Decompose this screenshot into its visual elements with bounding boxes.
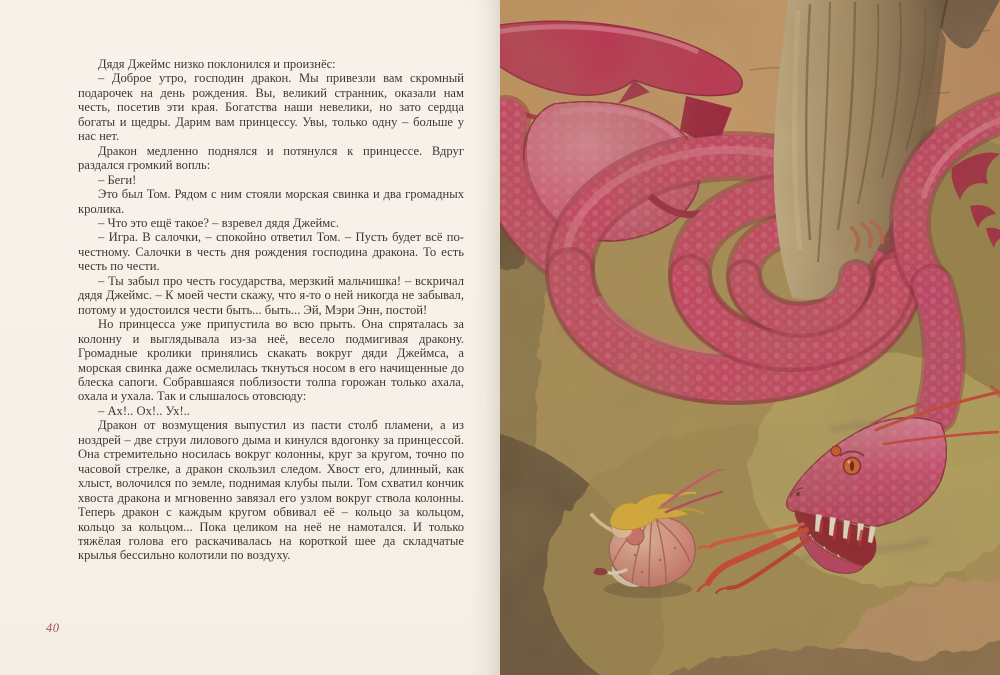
paragraph: – Игра. В салочки, – спокойно ответил Том. – Пусть будет всё по-честному. Салочки в честь дня рождения господина дракона. То есть честь по чести. bbox=[78, 230, 464, 274]
paragraph: – Что это ещё такое? – взревел дядя Джеймс. bbox=[98, 215, 339, 230]
story-text bbox=[78, 57, 464, 563]
dragon-illustration bbox=[500, 0, 1000, 675]
paragraph: – Доброе утро, господин дракон. Мы привезли вам скромный подарочек на день рождения. Вы, великий странник, оказали нам честь, посетив эти края. Богатства наши невелики, но зато сердца богаты и щедры. Дарим вам принцессу. Увы, только одну – больше у нас нет. bbox=[78, 71, 464, 144]
paragraph: – Ах!.. Ох!.. Ух!.. bbox=[98, 403, 190, 418]
paragraph: Дракон от возмущения выпустил из пасти столб пламени, а из ноздрей – две струи лилового дыма и кинулся вдогонку за принцессой. Она стремительно носилась вокруг колонны, круг за кругом, точно по часовой стрелке, а дракон скользил следом. Хвост его, длинный, как хлыст, волочился по земле, поднимая клубы пыли. Том схватил кончик хвоста дракона и мгновенно завязал его узлом вокруг ствола колонны. Теперь дракон с каждым кругом обвивал её – кольцо за кольцом, кольцо за кольцом... Пока целиком на неё не намотался. И только тяжёлая голова его раскачивалась на короткой шее да складчатые крылья бессильно колотили по воздуху. bbox=[78, 418, 464, 563]
paragraph: Но принцесса уже припустила во всю прыть. Она спряталась за колонну и выглядывала из-за неё, весело подмигивая дракону. Громадные кролики принялись скакать вокруг дяди Джеймса, а морская свинка даже осмелилась ткнуться носом в его начищенные до блеска сапоги. Собравшаяся поблизости толпа горожан только ахала, охала и ухала. Так и слышалось отовсюду: bbox=[78, 317, 464, 404]
paragraph: – Ты забыл про честь государства, мерзкий мальчишка! – вскричал дядя Джеймс. – К моей чести скажу, что я-то о ней никогда не забывал, потому и удостоился чести быть... быть... Эй, Мэри Энн, постой! bbox=[78, 273, 464, 317]
paragraph: Дядя Джеймс низко поклонился и произнёс: bbox=[98, 57, 336, 71]
paragraph: Дракон медленно поднялся и потянулся к принцессе. Вдруг раздался громкий вопль: bbox=[78, 143, 464, 173]
paper-grain bbox=[500, 0, 1000, 675]
paragraph: – Беги! bbox=[98, 172, 137, 187]
page-number-folio: 40 bbox=[46, 621, 60, 635]
paragraph: Это был Том. Рядом с ним стояли морская свинка и два громадных кролика. bbox=[78, 187, 464, 216]
right-illustration-page bbox=[500, 0, 1000, 675]
